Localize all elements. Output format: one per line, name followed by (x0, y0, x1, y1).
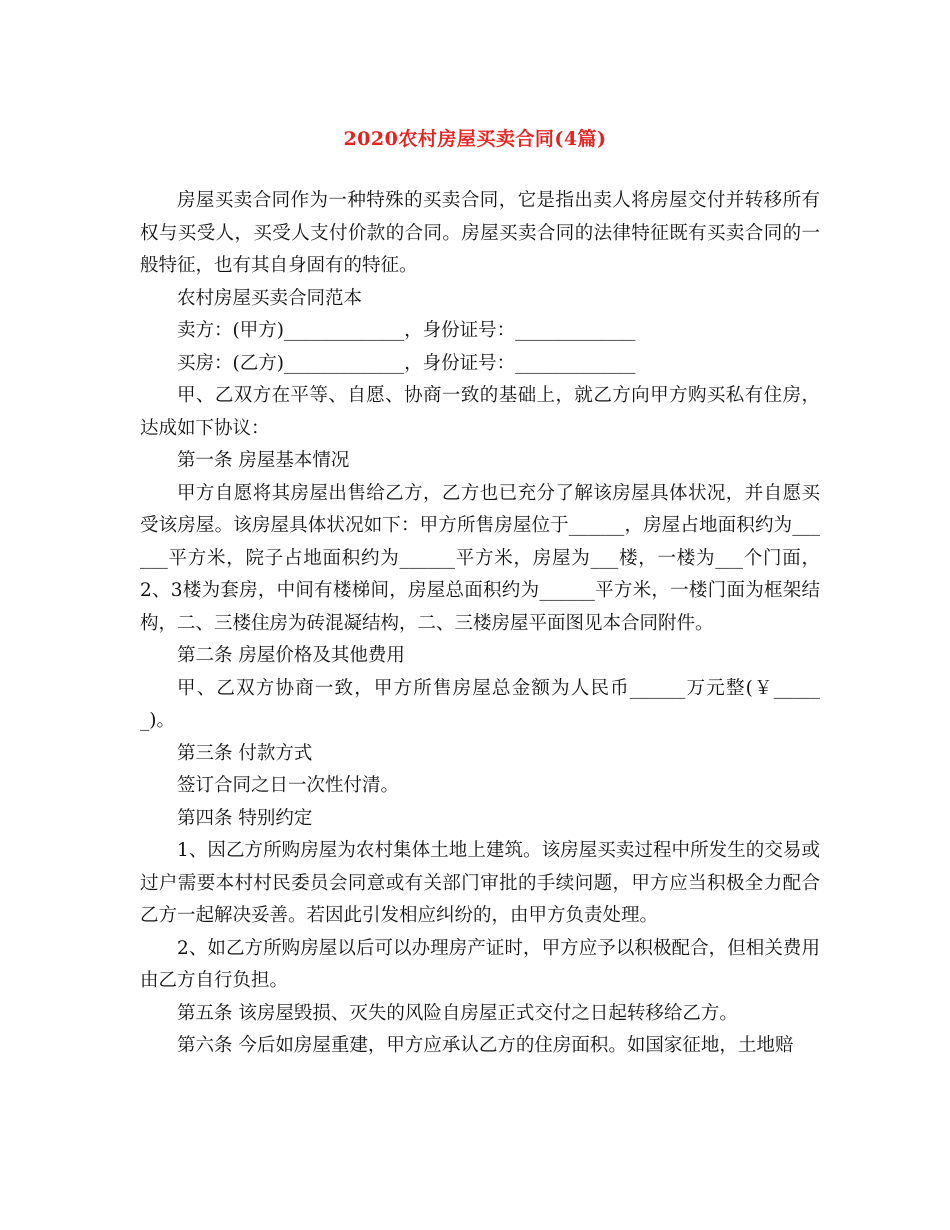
document-title: 2020农村房屋买卖合同(4篇) (343, 128, 607, 150)
paragraph-template-heading: 农村房屋买卖合同范本 (177, 287, 363, 309)
paragraph-agreement: 甲、乙双方在平等、自愿、协商一致的基础上，就乙方向甲方购买私有住房，达成如下协议： (140, 385, 820, 439)
article-3-body: 签订合同之日一次性付清。 (177, 775, 400, 796)
paragraph-intro: 房屋买卖合同作为一种特殊的买卖合同，它是指出卖人将房屋交付并转移所有权与买受人，买受人支付价款的合同。房屋买卖合同的法律特征既有买卖合同的一般特征，也有其自身固有的特征。 (140, 190, 820, 276)
article-4-heading: 第四条 特别约定 (177, 807, 313, 829)
article-1-body: 甲方自愿将其房屋出售给乙方，乙方也已充分了解该房屋具体状况，并自愿买受该房屋。该房屋具体状况如下：甲方所售房屋位于______，房屋占地面积约为______平方米，院子占地面积约为______平方米，房屋为___楼，一楼为___个门面，2、3楼为套房，中间有楼梯间，房屋总面积约为______平方米，一楼门面为框架结构，二、三楼住房为砖混凝结构，二、三楼房屋平面图见本合同附件。 (140, 482, 820, 634)
article-5: 第五条 该房屋毁损、灭失的风险自房屋正式交付之日起转移给乙方。 (177, 1002, 738, 1024)
article-2-body: 甲、乙双方协商一致，甲方所售房屋总金额为人民币______万元整(￥______)。 (140, 677, 820, 731)
article-3-heading: 第三条 付款方式 (177, 742, 313, 764)
article-4-item-1: 1、因乙方所购房屋为农村集体土地上建筑。该房屋买卖过程中所发生的交易或过户需要本村村民委员会同意或有关部门审批的手续问题，甲方应当积极全力配合乙方一起解决妥善。若因此引发相应纠纷的，由甲方负责处理。 (140, 840, 820, 926)
article-2-heading: 第二条 房屋价格及其他费用 (177, 645, 405, 666)
article-4-item-2: 2、如乙方所购房屋以后可以办理房产证时，甲方应予以积极配合，但相关费用由乙方自行负担。 (140, 937, 820, 991)
document-body (140, 185, 820, 1063)
article-1-heading: 第一条 房屋基本情况 (177, 450, 350, 471)
paragraph-buyer: 买房：(乙方)_____________，身份证号：_____________ (177, 352, 636, 374)
article-6: 第六条 今后如房屋重建，甲方应承认乙方的住房面积。如国家征地，土地赔 (177, 1035, 794, 1056)
paragraph-seller: 卖方：(甲方)_____________，身份证号：_____________ (177, 320, 636, 341)
